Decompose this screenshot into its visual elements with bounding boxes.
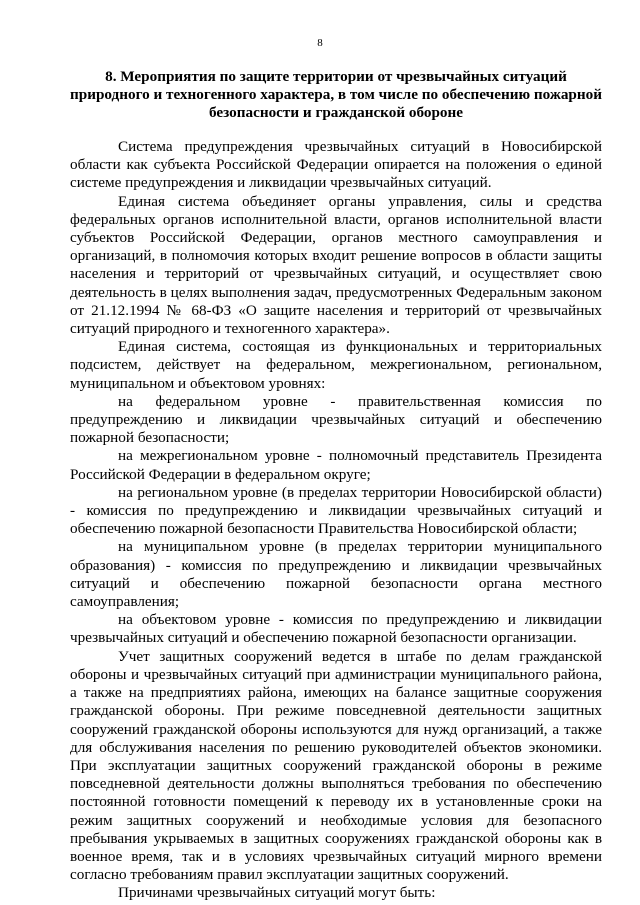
paragraph-system-levels: Единая система, состоящая из функциональных и территориальных подсистем, действует на федеральном, межрегиональном, региональном, муниципальном и объектовом уровнях: [70,338,602,392]
paragraph-protective-structures: Учет защитных сооружений ведется в штабе по делам гражданской обороны и чрезвычайных ситуаций при администрации муниципального района, а также на предприятиях района, имеющих на балансе защитные сооружения гражданской обороны. При режиме повседневной деятельности защитных сооружений гражданской обороны используются для нужд организаций, а также для обслуживания населения по решению руководителей объектов экономики. При эксплуатации защитных сооружений гражданской обороны в режиме повседневной деятельности должны выполняться требования по обеспечению постоянной готовности помещений к переводу их в установленные сроки на режим защитных сооружений и необходимые условия для безопасного пребывания укрываемых в защитных сооружениях гражданской обороны как в военное время, так и в условиях чрезвычайных ситуаций мирного времени согласно требованиям правил эксплуатации защитных сооружений. [70,647,602,884]
page-number: 8 [317,37,323,49]
paragraph-municipal-level: на муниципальном уровне (в пределах территории муниципального образования) - комиссия по предупреждению и ликвидации чрезвычайных ситуаций и обеспечению пожарной безопасности органа местного самоуправления; [70,538,602,611]
paragraph-unified-system: Единая система объединяет органы управления, силы и средства федеральных органов исполнительной власти, органов исполнительной власти субъектов Российской Федерации, органов местного самоуправления и организаций, в полномочия которых входит решение вопросов в области защиты населения и территорий от чрезвычайных ситуаций, и осуществляет свою деятельность в целях выполнения задач, предусмотренных Федеральным законом от 21.12.1994 № 68-ФЗ «О защите населения и территорий от чрезвычайных ситуаций природного и техногенного характера». [70,192,602,338]
paragraph-federal-level: на федеральном уровне - правительственная комиссия по предупреждению и ликвидации чрезвычайных ситуаций и обеспечению пожарной безопасности; [70,392,602,447]
section-body [70,138,602,903]
paragraph-regional-level: на региональном уровне (в пределах территории Новосибирской области) - комиссия по предупреждению и ликвидации чрезвычайных ситуаций и обеспечению пожарной безопасности Правительства Новосибирской области; [70,483,602,538]
paragraph-interregional-level: на межрегиональном уровне - полномочный представитель Президента Российской Федерации в федеральном округе; [70,447,602,483]
paragraph-system-overview: Система предупреждения чрезвычайных ситуаций в Новосибирской области как субъекта Российской Федерации опирается на положения о единой системе предупреждения и ликвидации чрезвычайных ситуаций. [70,138,602,192]
paragraph-emergency-causes: Причинами чрезвычайных ситуаций могут быть: [118,884,436,902]
section-heading: 8. Мероприятия по защите территории от чрезвычайных ситуаций природного и техногенного характера, в том числе по обеспечению пожарной безопасности и гражданской обороне [70,68,602,121]
paragraph-object-level: на объектовом уровне - комиссия по предупреждению и ликвидации чрезвычайных ситуаций и обеспечению пожарной безопасности организации. [70,611,602,647]
